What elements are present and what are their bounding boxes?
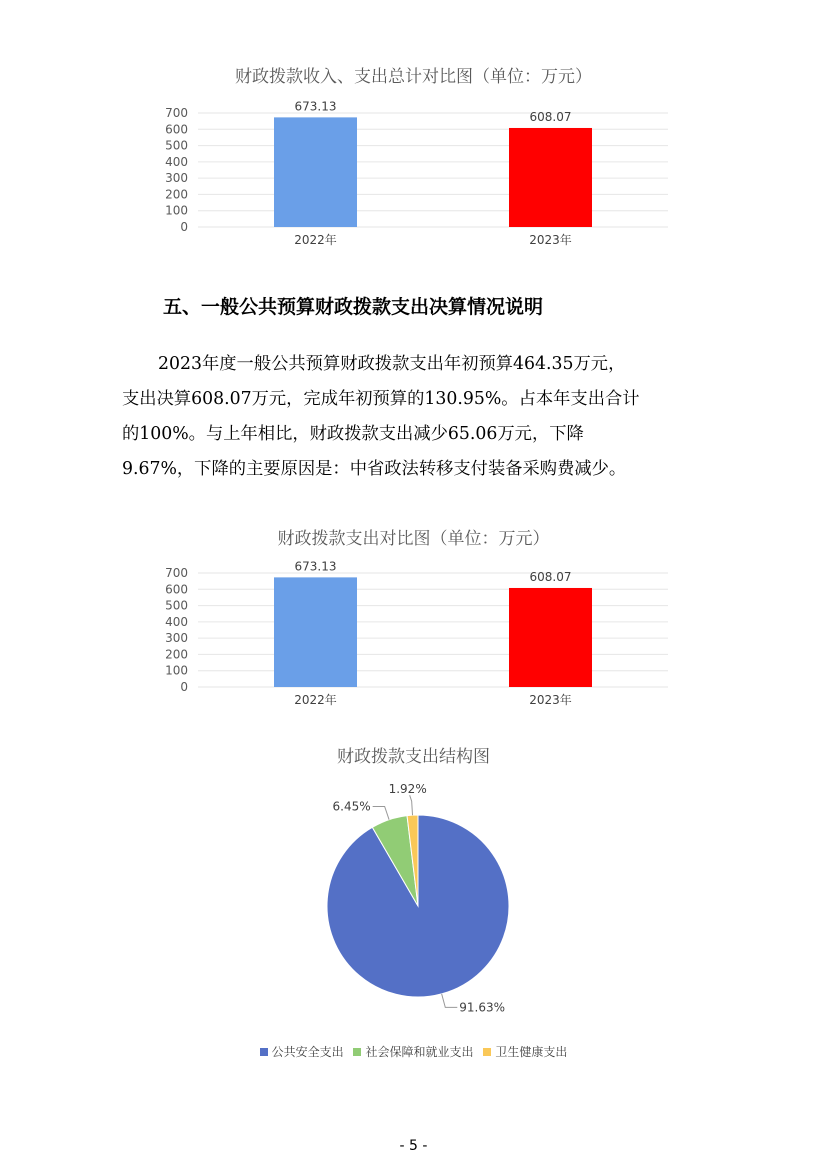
legend-item-public-security	[260, 1043, 344, 1060]
legend-item-health	[483, 1043, 567, 1060]
chart3-value-label-2: 1.92%	[388, 782, 427, 797]
chart2-title: 财政拨款支出对比图（单位：万元）	[277, 529, 550, 549]
chart1-ytick-label-500: 500	[165, 138, 188, 153]
paragraph-line-3: 的100%。与上年相比，财政拨款支出减少65.06万元，下降	[122, 424, 584, 444]
chart3-value-label-1: 6.45%	[332, 799, 371, 814]
chart2-ytick-label-200: 200	[165, 647, 188, 662]
chart1-ytick-label-0: 0	[180, 220, 188, 234]
chart3-pie-chart	[0, 770, 827, 1030]
chart3-title: 财政拨款支出结构图	[337, 747, 490, 767]
legend-item-social-security	[353, 1043, 473, 1060]
chart2-category-label-1: 2023年	[529, 693, 572, 707]
chart1-bar-0	[274, 117, 357, 227]
section-heading: 五、一般公共预算财政拨款支出决算情况说明	[163, 296, 544, 318]
legend-label-public-security: 公共安全支出	[271, 1045, 344, 1059]
chart2-bar-chart	[0, 460, 827, 720]
chart3-value-label-0: 91.63%	[459, 1000, 506, 1015]
chart2-ytick-label-600: 600	[165, 582, 188, 597]
legend-swatch-social-security	[353, 1048, 361, 1056]
chart1-ytick-label-100: 100	[165, 203, 188, 218]
chart3-leader-line-0	[442, 994, 458, 1008]
chart2-ytick-label-400: 400	[165, 614, 188, 629]
chart1-ytick-label-200: 200	[165, 187, 188, 202]
chart2-category-label-0: 2022年	[294, 693, 337, 707]
chart1-ytick-label-300: 300	[165, 171, 188, 186]
chart2-bar-0	[274, 577, 357, 687]
chart1-title: 财政拨款收入、支出总计对比图（单位：万元）	[235, 67, 592, 87]
chart1-ytick-label-600: 600	[165, 122, 188, 137]
paragraph-line-1: 2023年度一般公共预算财政拨款支出年初预算464.35万元，	[158, 354, 626, 374]
chart1-category-label-1: 2023年	[529, 233, 572, 247]
chart1-bar-1	[509, 128, 592, 227]
paragraph-line-2: 支出决算608.07万元，完成年初预算的130.95%。占本年支出合计	[122, 389, 640, 409]
chart2-ytick-label-700: 700	[165, 566, 188, 580]
chart2-ytick-label-0: 0	[180, 680, 188, 694]
chart1-bar-chart	[0, 0, 827, 260]
chart3-leader-line-2	[410, 795, 413, 815]
legend-label-social-security: 社会保障和就业支出	[365, 1045, 474, 1059]
chart1-ytick-label-400: 400	[165, 154, 188, 169]
legend-label-health: 卫生健康支出	[495, 1045, 568, 1059]
chart1-value-label-0: 673.13	[294, 99, 337, 114]
chart1-value-label-1: 608.07	[529, 109, 572, 124]
chart2-ytick-label-300: 300	[165, 631, 188, 646]
legend-swatch-health	[483, 1048, 491, 1056]
legend-swatch-public-security	[260, 1048, 268, 1056]
chart2-value-label-0: 673.13	[294, 559, 337, 574]
chart3-leader-line-1	[373, 806, 389, 819]
chart2-ytick-label-100: 100	[165, 663, 188, 678]
chart2-ytick-label-500: 500	[165, 598, 188, 613]
paragraph-line-4: 9.67%，下降的主要原因是：中省政法转移支付装备采购费减少。	[122, 459, 627, 479]
chart1-category-label-0: 2022年	[294, 233, 337, 247]
page-number: - 5 -	[399, 1138, 428, 1154]
chart2-value-label-1: 608.07	[529, 569, 572, 584]
pie-legend	[0, 1043, 827, 1060]
chart2-bar-1	[509, 588, 592, 687]
chart1-ytick-label-700: 700	[165, 106, 188, 120]
